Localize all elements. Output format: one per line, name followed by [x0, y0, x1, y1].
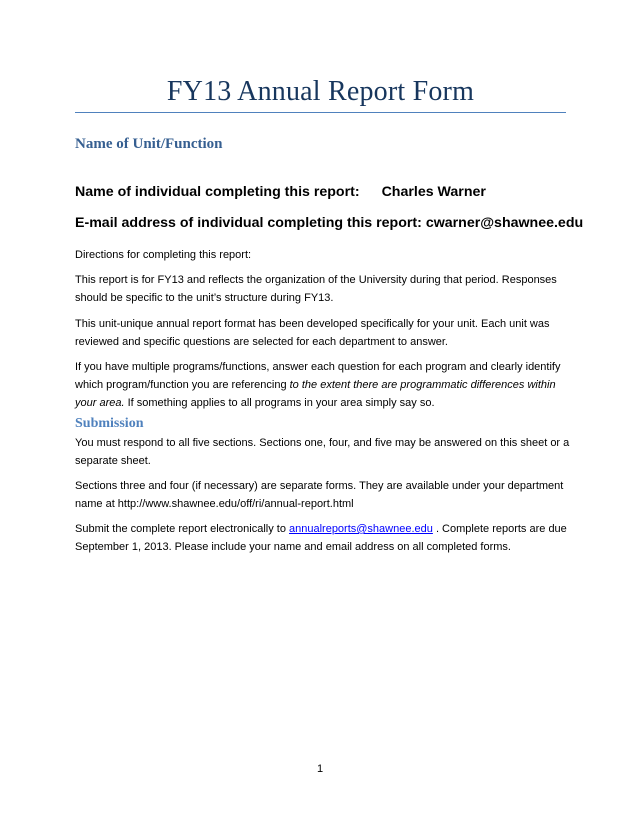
paragraph-unit-unique: This unit-unique annual report format has been developed specifically for your unit. Each unit was reviewed and specific questions are selected for each department to answer. — [75, 318, 550, 348]
paragraph-submit-text: Submit the complete report electronically to — [75, 523, 289, 535]
paragraph-fy13: This report is for FY13 and reflects the organization of the University during that period. Responses should be specific to the unit’s structure during FY13. — [75, 274, 557, 304]
email-label: E-mail address of individual completing this report: — [75, 215, 422, 231]
paragraph-multiple-text: If you have multiple programs/functions, answer each question for each program and clearly identify which program/function you are referencing — [75, 361, 561, 391]
paragraph-submit-tail: . Complete reports are due September 1, 2013. Please include your name and email address on all completed forms. — [75, 523, 567, 553]
submission-heading: Submission — [75, 416, 144, 431]
paragraph-multiple-tail: If something applies to all programs in your area simply say so. — [124, 397, 435, 409]
page-title: FY13 Annual Report Form — [166, 76, 475, 107]
page-number: 1 — [316, 763, 324, 775]
paragraph-multiple-italic: to the extent there are programmatic differences within your area. — [75, 379, 556, 409]
completer-label: Name of individual completing this report: — [75, 184, 360, 200]
paragraph-respond: You must respond to all five sections. Sections one, four, and five may be answered on this sheet or a separate sheet. — [75, 437, 570, 467]
email-value: cwarner@shawnee.edu — [425, 215, 584, 231]
unit-heading: Name of Unit/Function — [75, 136, 223, 152]
submission-email-link[interactable]: annualreports@shawnee.edu — [289, 523, 433, 535]
email-line — [75, 215, 583, 231]
directions-intro: Directions for completing this report: — [75, 249, 252, 261]
paragraph-separate-forms: Sections three and four (if necessary) are separate forms. They are available under your department name at http://www.shawnee.edu/off/ri/annual-report.html — [75, 480, 564, 510]
title-divider — [75, 112, 566, 113]
completer-line — [75, 184, 486, 200]
paragraph-submit — [75, 520, 575, 556]
completer-name: Charles Warner — [381, 184, 486, 200]
paragraph-multiple-programs — [75, 358, 575, 412]
